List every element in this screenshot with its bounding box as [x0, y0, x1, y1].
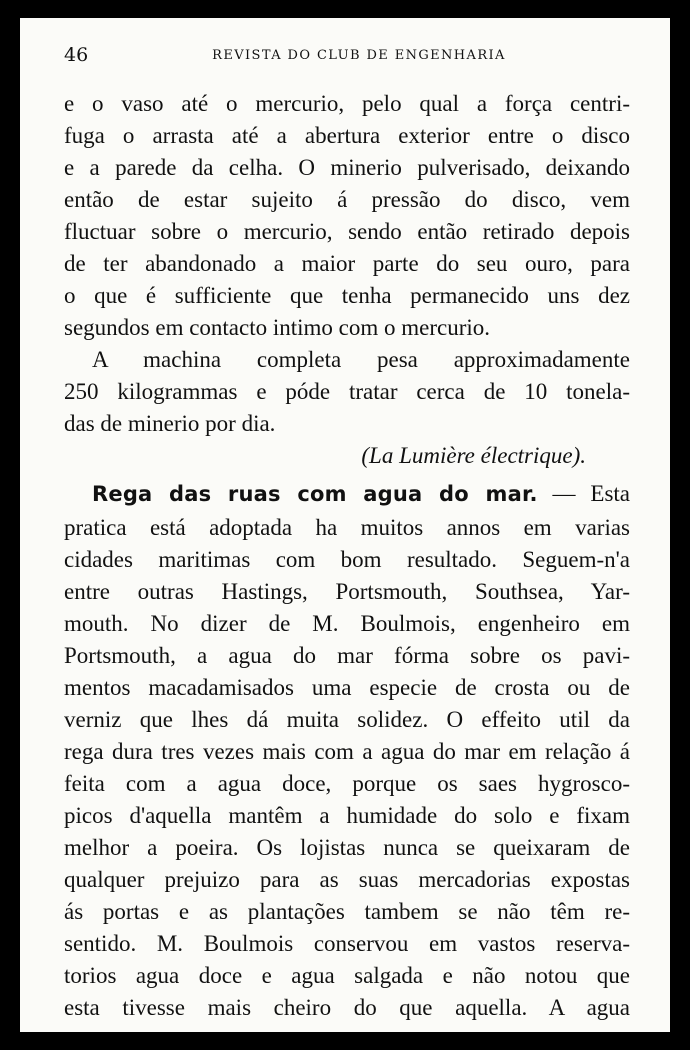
text-line: o que é sufficiente que tenha permanecido uns dez	[64, 283, 630, 308]
section-heading-line	[64, 476, 630, 512]
text-line: então de estar sujeito á pressão do disco, vem	[64, 187, 630, 212]
page-number: 46	[64, 44, 89, 66]
text-line: rega dura tres vezes mais com a agua do mar em relação á	[64, 739, 630, 764]
text-line: picos d'aquella mantêm a humidade do solo e fixam	[64, 803, 630, 828]
text-line: fluctuar sobre o mercurio, sendo então retirado depois	[64, 219, 630, 244]
text-line: cidades maritimas com bom resultado. Seguem-n'a	[64, 547, 630, 572]
section-first-line-rest: — Esta	[552, 481, 630, 506]
article-body	[64, 88, 630, 1024]
running-title: REVISTA DO CLUB DE ENGENHARIA	[212, 48, 506, 63]
text-line: e a parede da celha. O minerio pulverisado, deixando	[64, 155, 630, 180]
section-title: Rega das ruas com agua do mar.	[92, 482, 538, 506]
text-line: esta tivesse mais cheiro do que aquella. A agua	[64, 995, 630, 1020]
text-line: e o vaso até o mercurio, pelo qual a força centri-	[64, 91, 630, 116]
text-line: Portsmouth, a agua do mar fórma sobre os pavi-	[64, 643, 630, 668]
text-line: mouth. No dizer de M. Boulmois, engenheiro em	[64, 611, 630, 636]
text-line: torios agua doce e agua salgada e não notou que	[64, 963, 630, 988]
text-line: 250 kilogrammas e póde tratar cerca de 10 tonela-	[64, 379, 630, 404]
text-line: mentos macadamisados uma especie de crosta ou de	[64, 675, 630, 700]
text-line: A machina completa pesa approximadamente	[92, 347, 630, 372]
text-line: fuga o arrasta até a abertura exterior entre o disco	[64, 123, 630, 148]
text-line: ás portas e as plantações tambem se não têm re-	[64, 899, 630, 924]
text-line: segundos em contacto intimo com o mercurio.	[64, 315, 491, 340]
page-header	[64, 44, 634, 74]
text-line: pratica está adoptada ha muitos annos em varias	[64, 515, 630, 540]
text-line: das de minerio por dia.	[64, 411, 276, 436]
text-line: feita com a agua doce, porque os saes hygrosco-	[64, 771, 630, 796]
text-line: de ter abandonado a maior parte do seu ouro, para	[64, 251, 630, 276]
text-line: sentido. M. Boulmois conservou em vastos reserva-	[64, 931, 630, 956]
text-line: entre outras Hastings, Portsmouth, Southsea, Yar-	[64, 579, 630, 604]
text-line: verniz que lhes dá muita solidez. O effeito util da	[64, 707, 630, 732]
text-line: melhor a poeira. Os lojistas nunca se queixaram de	[64, 835, 630, 860]
source-citation: (La Lumière électrique).	[361, 443, 586, 468]
page	[20, 18, 670, 1032]
text-line: qualquer prejuizo para as suas mercadorias expostas	[64, 867, 630, 892]
